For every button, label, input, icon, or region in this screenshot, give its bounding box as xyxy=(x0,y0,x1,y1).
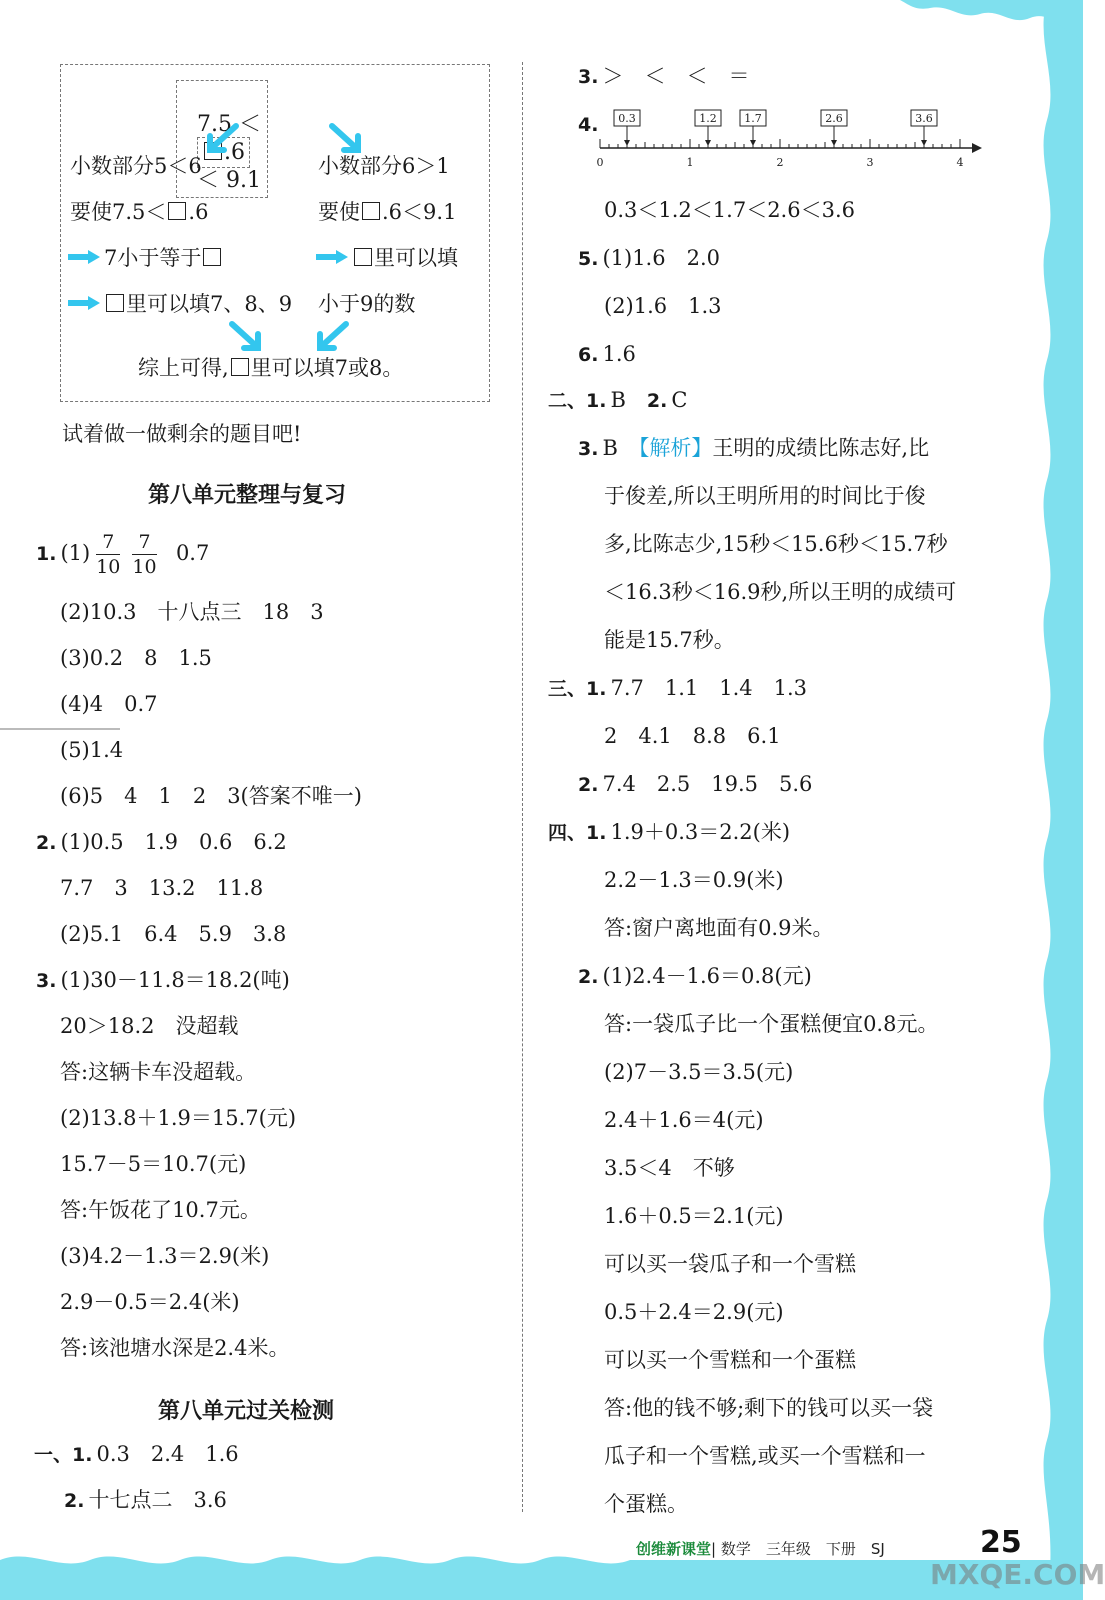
left-q3-2c: 答:午饭花了10.7元。 xyxy=(60,1198,261,1222)
brand-name: 创维新课堂 xyxy=(636,1540,712,1558)
left-q3-3c: 答:该池塘水深是2.4米。 xyxy=(60,1336,290,1360)
box-left-line-1: 小数部分5＜6 xyxy=(70,154,202,178)
arrow-right-icon xyxy=(316,250,348,264)
number-line-label: 2 xyxy=(776,156,784,169)
right-si-2b: 答:一袋瓜子比一个蛋糕便宜0.8元。 xyxy=(604,1012,939,1036)
scan-artifact-line xyxy=(0,728,120,730)
arrow-right-icon xyxy=(68,250,100,264)
right-si-2l: 个蛋糕。 xyxy=(604,1492,688,1516)
box-conclusion: 综上可得, 里可以填7或8。 xyxy=(138,356,404,380)
box-right-line-4: 小于9的数 xyxy=(318,292,416,316)
number-line-mark-label: 0.3 xyxy=(618,112,636,125)
number-line-label: 4 xyxy=(956,156,964,169)
box-left-line-3: 7小于等于 xyxy=(68,244,223,272)
left-q2-2: (2)5.1 6.4 5.9 3.8 xyxy=(60,922,287,946)
right-si-2k: 瓜子和一个雪糕,或买一个雪糕和一 xyxy=(604,1444,926,1468)
left-q3-3: (3)4.2－1.3＝2.9(米) xyxy=(60,1244,270,1268)
page-number: 25 xyxy=(980,1525,1022,1560)
right-q4-num: 4. xyxy=(578,114,599,136)
page-footer xyxy=(636,1538,885,1559)
top-wave-border xyxy=(900,0,1083,40)
right-si-2d: 2.4＋1.6＝4(元) xyxy=(604,1108,764,1132)
watermark: MXQE.COM xyxy=(930,1558,1105,1591)
arrow-right-icon xyxy=(68,296,100,310)
right-si-2f: 1.6＋0.5＝2.1(元) xyxy=(604,1204,784,1228)
number-line-mark-label: 1.2 xyxy=(699,112,717,125)
arrow-down-left-icon xyxy=(206,124,240,154)
right-er-3-l3: 多,比陈志少,15秒＜15.6秒＜15.7秒 xyxy=(604,532,948,556)
left-q2-1b: 7.7 3 13.2 11.8 xyxy=(60,876,264,900)
left-q3-2b: 15.7－5＝10.7(元) xyxy=(60,1152,247,1176)
right-q5-1: 5. (1)1.6 2.0 xyxy=(578,246,720,270)
number-line-arrowhead xyxy=(972,143,982,153)
right-si-2: 2. (1)2.4－1.6＝0.8(元) xyxy=(578,964,812,988)
right-q3: 3. ＞ ＜ ＜ ＝ xyxy=(578,64,750,88)
right-q5-2: (2)1.6 1.3 xyxy=(604,294,722,318)
right-si-2j: 答:他的钱不够;剩下的钱可以买一袋 xyxy=(604,1396,934,1420)
left-q1-1: 1. (1) $\frac{7}{10}$ $\frac{7}{10}$ 0.7 xyxy=(36,531,210,578)
number-line-mark-arrowhead xyxy=(921,140,927,146)
right-san-1: 三、1. 7.7 1.1 1.4 1.3 xyxy=(548,676,808,700)
left-q2-1: 2. (1)0.5 1.9 0.6 6.2 xyxy=(36,830,287,854)
box-left-line-2: 要使7.5＜ .6 xyxy=(70,200,209,224)
right-si-1: 四、1. 1.9＋0.3＝2.2(米) xyxy=(548,820,791,844)
right-si-1c: 答:窗户离地面有0.9米。 xyxy=(604,916,834,940)
column-divider xyxy=(522,62,523,1512)
box-left-line-4: 里可以填7、8、9 xyxy=(68,290,292,318)
box-right-line-2: 要使 .6＜9.1 xyxy=(318,200,457,224)
box-right-line-1: 小数部分6＞1 xyxy=(318,154,450,178)
number-line-mark-label: 2.6 xyxy=(825,112,843,125)
blank-square xyxy=(231,358,249,376)
right-er-3-l1: 3. B 【解析】王明的成绩比陈志好,比 xyxy=(578,436,930,460)
bottom-wave-border xyxy=(0,1538,1083,1600)
number-line-mark-label: 1.7 xyxy=(744,112,762,125)
left-q3-3b: 2.9－0.5＝2.4(米) xyxy=(60,1290,240,1314)
blank-square xyxy=(354,248,372,266)
right-q6: 6. 1.6 xyxy=(578,342,636,366)
left-q1-4: (4)4 0.7 xyxy=(60,692,158,716)
number-line-mark-arrowhead xyxy=(624,140,630,146)
right-er-3-l4: ＜16.3秒＜16.9秒,所以王明的成绩可 xyxy=(604,580,957,604)
reasoning-box xyxy=(60,64,490,402)
right-si-2c: (2)7－3.5＝3.5(元) xyxy=(604,1060,794,1084)
left-q3-2: (2)13.8＋1.9＝15.7(元) xyxy=(60,1106,297,1130)
number-line xyxy=(596,108,1000,174)
box-top-expression: 7.5 ＜ .6 ＜ 9.1 xyxy=(176,80,268,198)
right-si-2h: 0.5＋2.4＝2.9(元) xyxy=(604,1300,784,1324)
left-q1-5: (5)1.4 xyxy=(60,738,124,762)
right-si-1b: 2.2－1.3＝0.9(米) xyxy=(604,868,784,892)
try-text: 试着做一做剩余的题目吧! xyxy=(62,422,302,446)
right-er-3-l5: 能是15.7秒。 xyxy=(604,628,735,652)
number-line-label: 3 xyxy=(866,156,874,169)
right-wave-border xyxy=(1025,0,1083,1600)
blank-square xyxy=(362,202,380,220)
fraction: $\frac{7}{10}$ xyxy=(132,531,157,578)
number-line-mark-arrowhead xyxy=(750,140,756,146)
number-line-mark-arrowhead xyxy=(705,140,711,146)
blank-highlight: .6 xyxy=(197,137,250,168)
right-er-3-l2: 于俊差,所以王明所用的时间比于俊 xyxy=(604,484,926,508)
left-q1-6: (6)5 4 1 2 3(答案不唯一) xyxy=(60,784,362,808)
fraction: $\frac{7}{10}$ xyxy=(96,531,121,578)
blank-square xyxy=(168,202,186,220)
number-line-mark-label: 3.6 xyxy=(915,112,933,125)
footer-subject: | 数学 三年级 下册 SJ xyxy=(711,1540,885,1558)
right-san-2: 2. 7.4 2.5 19.5 5.6 xyxy=(578,772,813,796)
number-line-label: 0 xyxy=(596,156,604,169)
section-title-review: 第八单元整理与复习 xyxy=(148,483,347,508)
left-q3-1: 3. (1)30－11.8＝18.2(吨) xyxy=(36,968,290,992)
arrow-down-right-icon xyxy=(228,322,262,352)
arrow-down-left-icon xyxy=(316,322,350,352)
right-si-2i: 可以买一个雪糕和一个蛋糕 xyxy=(604,1348,856,1372)
left-q1-2: (2)10.3 十八点三 18 3 xyxy=(60,600,324,624)
box-right-line-3: 里可以填 xyxy=(316,244,458,272)
right-san-1b: 2 4.1 8.8 6.1 xyxy=(604,724,781,748)
right-er-1-2: 二、1. B 2. C xyxy=(548,388,688,412)
right-si-2e: 3.5＜4 不够 xyxy=(604,1156,735,1180)
right-q4-answer: 0.3＜1.2＜1.7＜2.6＜3.6 xyxy=(604,198,855,222)
number-line-label: 1 xyxy=(686,156,694,169)
section-title-test: 第八单元过关检测 xyxy=(158,1399,335,1424)
left-q3-1b: 20＞18.2 没超载 xyxy=(60,1014,239,1038)
arrow-down-right-icon xyxy=(328,124,362,154)
analysis-tag: 【解析】 xyxy=(638,436,713,460)
number-line-mark-arrowhead xyxy=(831,140,837,146)
left-s2-1: 一、1. 0.3 2.4 1.6 xyxy=(34,1442,239,1466)
blank-square xyxy=(106,294,124,312)
left-q3-1c: 答:这辆卡车没超载。 xyxy=(60,1060,257,1084)
blank-square xyxy=(203,248,221,266)
right-si-2g: 可以买一袋瓜子和一个雪糕 xyxy=(604,1252,856,1276)
left-s2-2: 2. 十七点二 3.6 xyxy=(64,1488,227,1512)
left-q1-3: (3)0.2 8 1.5 xyxy=(60,646,212,670)
